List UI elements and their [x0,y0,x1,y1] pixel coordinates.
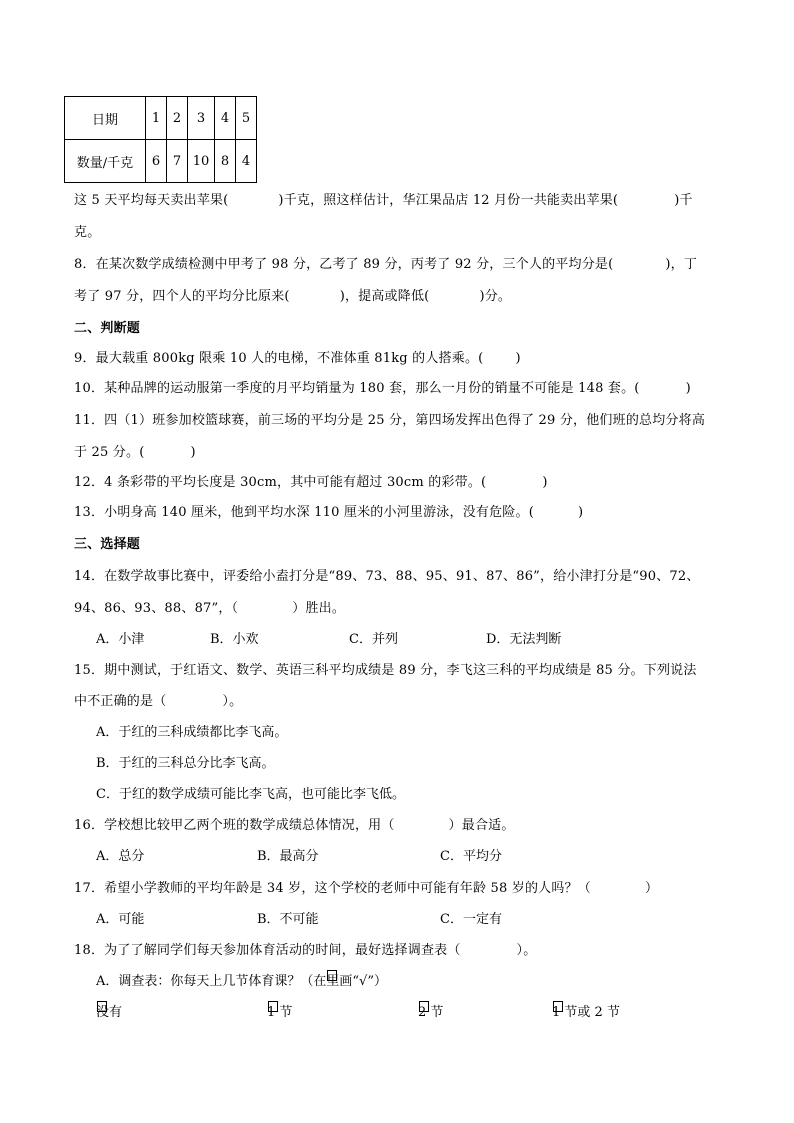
table-cell: 7 [167,140,188,183]
q15-line2: 中不正确的是（ ）。 [74,694,243,709]
table-cell: 10 [188,140,215,183]
table-cell: 3 [188,97,215,140]
q9: 9．最大载重 800kg 限乘 10 人的电梯，不准体重 81kg 的人搭乘。( ) [74,351,521,366]
worksheet-page: 日期 1 2 3 4 5 数量/千克 6 7 10 8 4 这 5 天平均每天卖出苹果( )千克，照这样估计，华江果品店 12 月份一共能卖出苹果( )千 克。 8．在某次数学成绩检测中甲考了 98 分，乙考了 89 分，丙考了 92 分，三个人的平均分是( )，丁 考了 97 分，四个人的平均分比原来( )，提高或降低( )分。 二、判断题 9．最大载重 800kg 限乘 10 人的电梯，不准体重 81kg 的人搭乘。( ) 10．某种品牌的运动服第一季度的月平均销量为 180 套，那么一月份的销量不可能是 148 套。( ) 11．四（1）班参加校篮球赛，前三场的平均分是 25 分，第四场发挥出色得了 29 分，他们班的总均分将高 于 25 分。( ) 12．4 条彩带的平均长度是 30cm，其中可能有超过 30cm 的彩带。( ) 13．小明身高 140 厘米，他到平均水深 110 厘米的小河里游泳，没有危险。( ) 三、选择题 14．在数学故事比赛中，评委给小盍打分是“89、73、88、95、91、87、86”，给小津打分是“90、72、 94、86、93、88、87”，（ ）胜出。 A．小津 B．小欢 C．并列 D．无法判断 15．期中测试，于红语文、数学、英语三科平均成绩是 89 分，李飞这三科的平均成绩是 85 分。下列说法 中不正确的是（ ）。 A．于红的三科成绩都比李飞高。 B．于红的三科总分比李飞高。 C．于红的数学成绩可能比李飞高，也可能比李飞低。 16．学校想比较甲乙两个班的数学成绩总体情况，用（ ）最合适。 A．总分 B．最高分 C．平均分 17．希望小学教师的平均年龄是 34 岁，这个学校的老师中可能有年龄 58 岁的人吗？（ ） A．可能 B．不可能 C．一定有 18．为了了解同学们每天参加体育活动的时间，最好选择调查表（ ）。 A．调查表：你每天上几节体育课？（在 里画“√”） 没有 1 节 2 节 1 节或 2 节 [0,0,794,1123]
table-cell: 1 [146,97,167,140]
table-row [65,140,257,183]
q7-line2: 克。 [74,225,101,240]
q17: 17．希望小学教师的平均年龄是 34 岁，这个学校的老师中可能有年龄 58 岁的人吗？（ ） [74,881,659,896]
q18-option-a[interactable]: A．调查表：你每天上几节体育课？（在 里画“√”） [96,970,387,989]
option-a[interactable]: A．小津 [96,632,145,647]
option-d[interactable]: D．无法判断 [486,632,562,647]
option-c[interactable]: C．一定有 [440,912,502,927]
checkbox-icon[interactable] [268,1001,278,1012]
checkbox-icon[interactable] [419,1001,429,1012]
table-cell: 8 [215,140,236,183]
q13: 13．小明身高 140 厘米，他到平均水深 110 厘米的小河里游泳，没有危险。( ) [74,505,584,520]
table-cell: 5 [236,97,257,140]
table-cell: 6 [146,140,167,183]
q12: 12．4 条彩带的平均长度是 30cm，其中可能有超过 30cm 的彩带。( ) [74,475,548,490]
sales-table [64,96,257,183]
option-b[interactable]: B．小欢 [210,632,259,647]
q15-option-b[interactable]: B．于红的三科总分比李飞高。 [96,756,275,771]
checkbox-icon [327,970,337,981]
table-row [65,97,257,140]
checkbox-icon[interactable] [97,1001,107,1012]
option-c[interactable]: C．平均分 [440,849,502,864]
table-header-cell: 数量/千克 [65,140,146,183]
table-cell: 4 [236,140,257,183]
q11-line2: 于 25 分。( ) [74,445,196,460]
q15-line1: 15．期中测试，于红语文、数学、英语三科平均成绩是 89 分，李飞这三科的平均成绩是 85 分。下列说法 [74,663,697,678]
option-b[interactable]: B．不可能 [257,912,319,927]
q15-option-c[interactable]: C．于红的数学成绩可能比李飞高，也可能比李飞低。 [96,787,405,802]
q15-option-a[interactable]: A．于红的三科成绩都比李飞高。 [96,725,288,740]
option-b[interactable]: B．最高分 [257,849,319,864]
option-a[interactable]: A．可能 [96,912,145,927]
checkbox-icon[interactable] [553,1001,563,1012]
table-header-cell: 日期 [65,97,146,140]
section-title-choice: 三、选择题 [74,537,141,552]
q7-line1: 这 5 天平均每天卖出苹果( )千克，照这样估计，华江果品店 12 月份一共能卖出苹果( )千 [74,193,693,208]
table-cell: 4 [215,97,236,140]
section-title-judgment: 二、判断题 [74,321,141,336]
q8-line2: 考了 97 分，四个人的平均分比原来( )，提高或降低( )分。 [74,289,512,304]
q11-line1: 11．四（1）班参加校篮球赛，前三场的平均分是 25 分，第四场发挥出色得了 29 分，他们班的总均分将高 [74,413,706,428]
q16: 16．学校想比较甲乙两个班的数学成绩总体情况，用（ ）最合适。 [74,818,515,833]
q18: 18．为了了解同学们每天参加体育活动的时间，最好选择调查表（ ）。 [74,943,537,958]
q10: 10．某种品牌的运动服第一季度的月平均销量为 180 套，那么一月份的销量不可能是 148 套。( ) [74,381,691,396]
table-cell: 2 [167,97,188,140]
q14-line1: 14．在数学故事比赛中，评委给小盍打分是“89、73、88、95、91、87、86”，给小津打分是“90、72、 [74,569,700,584]
q14-line2: 94、86、93、88、87”，（ ）胜出。 [74,601,346,616]
option-c[interactable]: C．并列 [349,632,398,647]
q8-line1: 8．在某次数学成绩检测中甲考了 98 分，乙考了 89 分，丙考了 92 分，三个人的平均分是( )，丁 [74,257,698,272]
option-a[interactable]: A．总分 [96,849,145,864]
